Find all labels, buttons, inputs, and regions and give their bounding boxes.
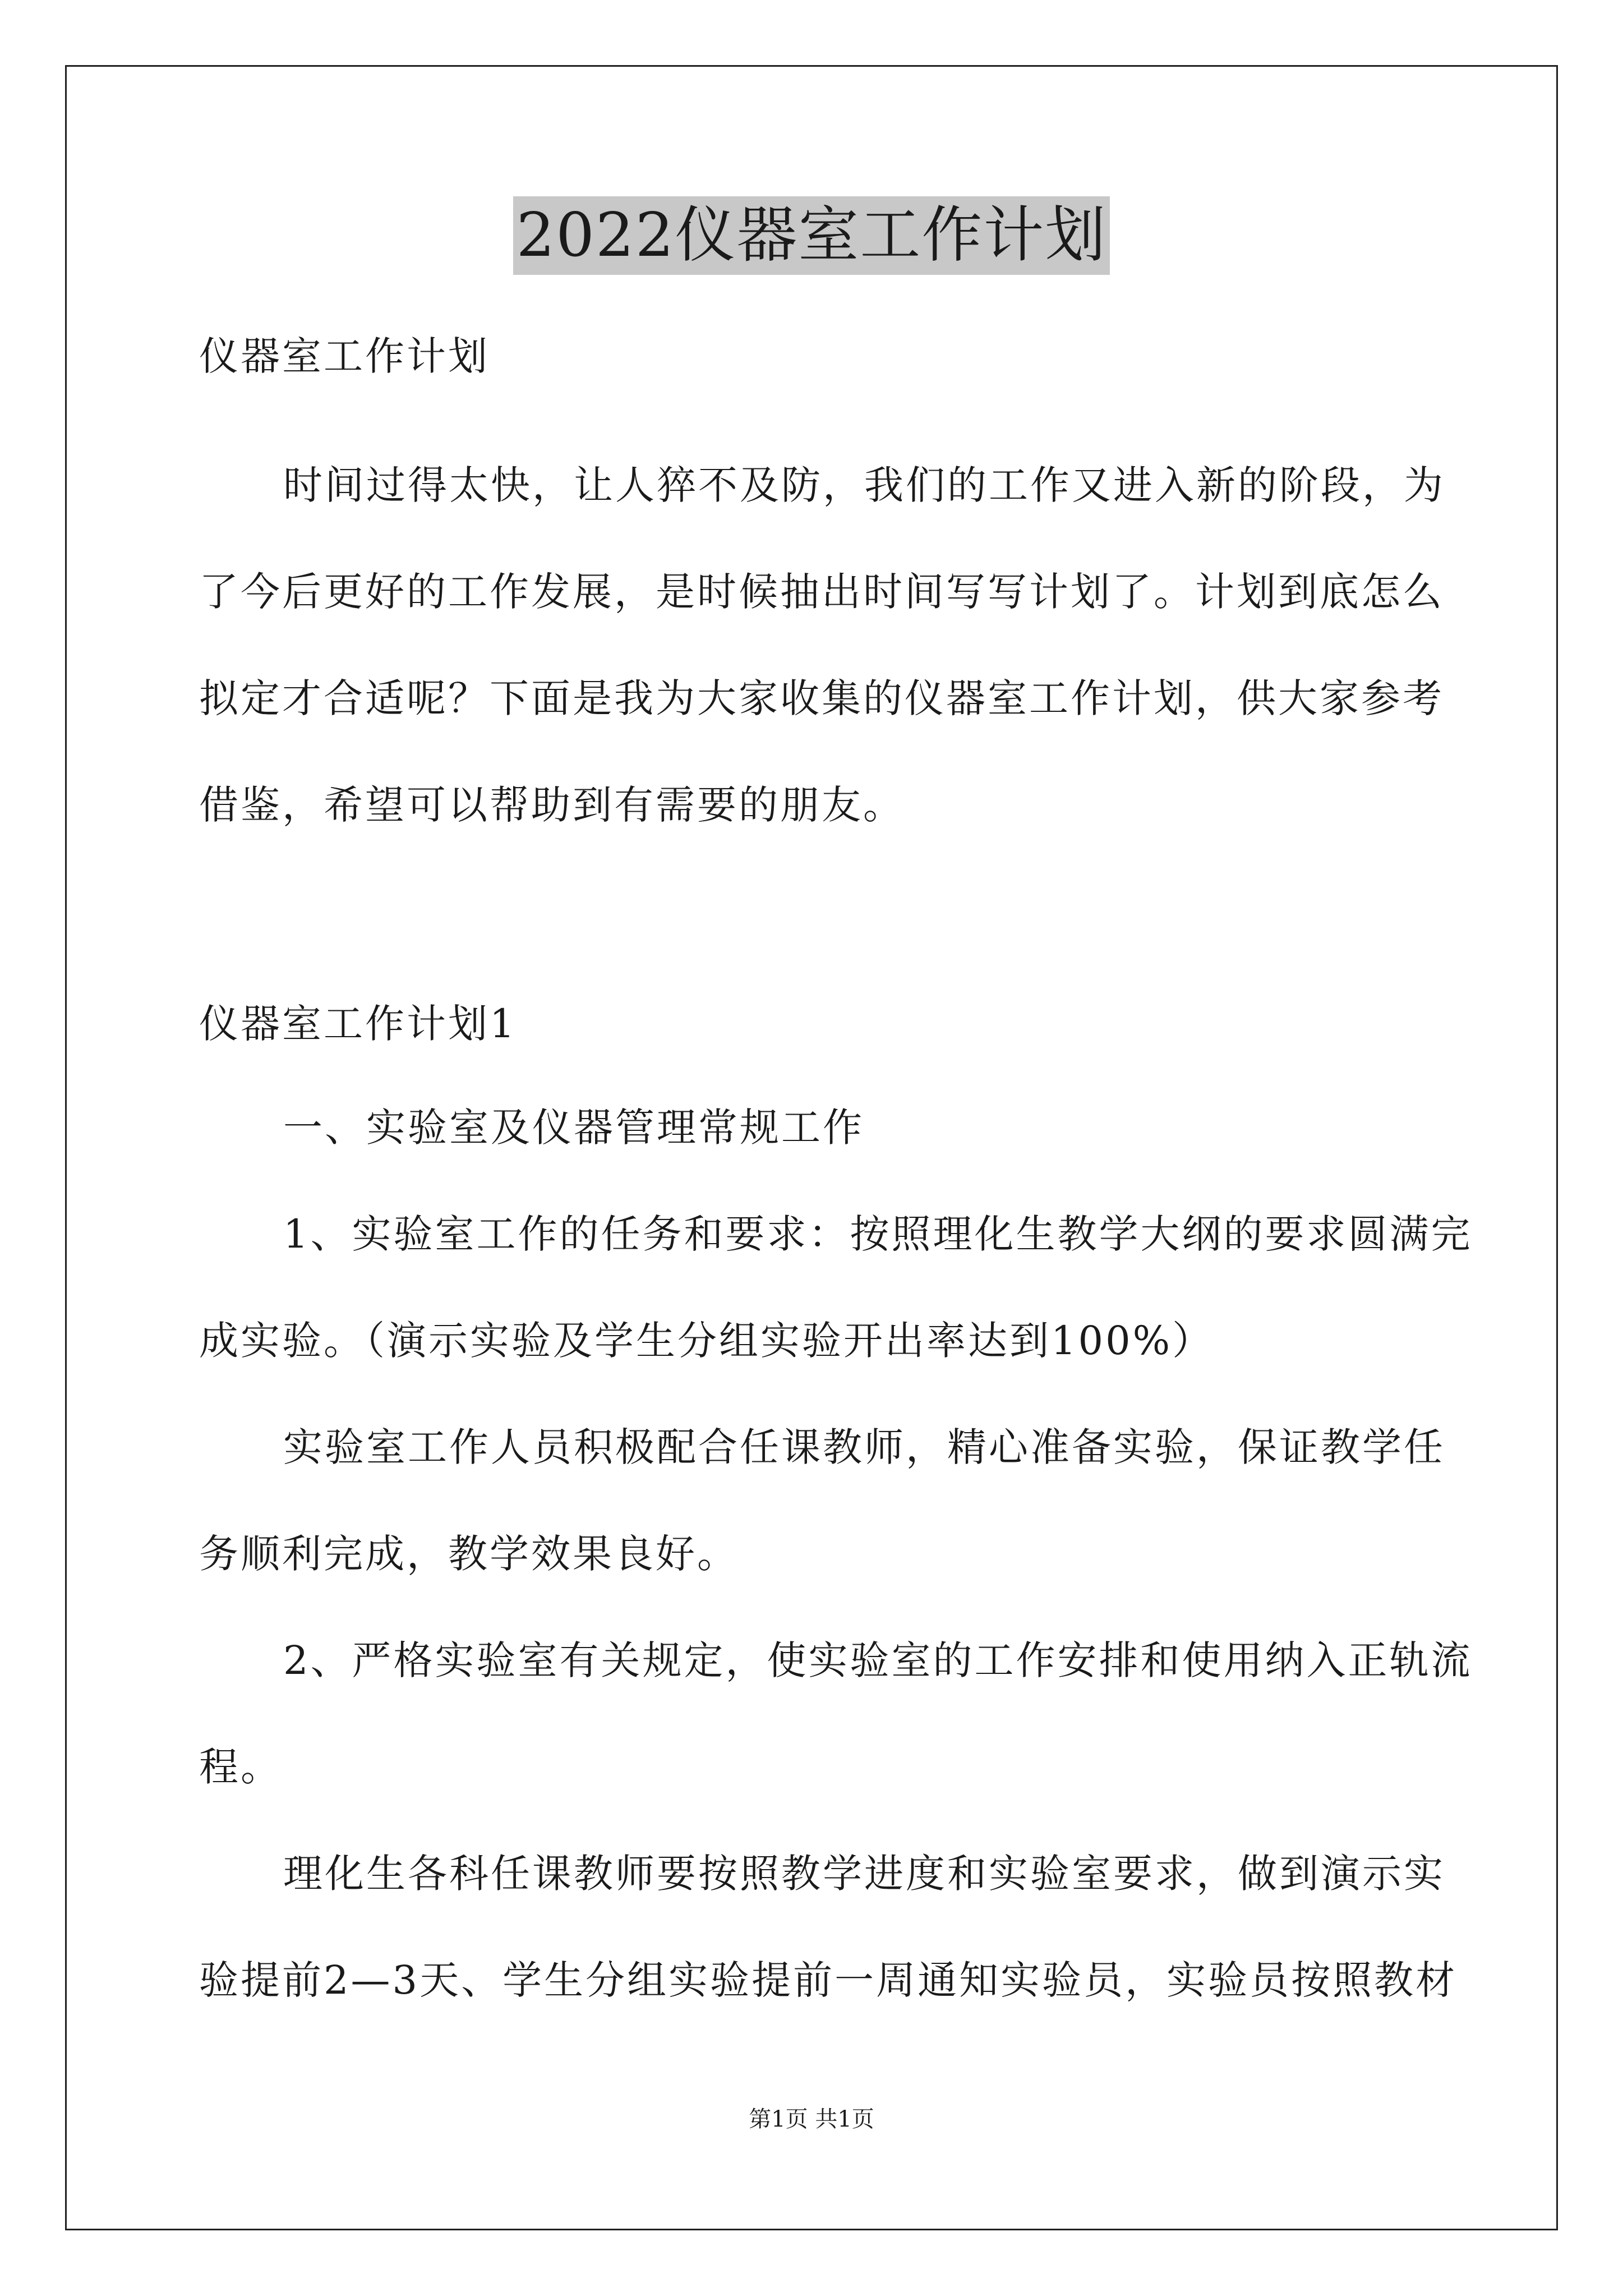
page-number-footer: 第1页 共1页 [749,2106,874,2132]
title-container [0,196,1623,275]
subheading: 一、实验室及仪器管理常规工作 [283,1105,864,1151]
paragraph-line: 拟定才合适呢？下面是我为大家收集的仪器室工作计划，供大家参考 [199,675,1444,721]
section-heading: 仪器室工作计划 [199,333,490,379]
paragraph-line: 了今后更好的工作发展，是时候抽出时间写写计划了。计划到底怎么 [199,569,1444,615]
paragraph-line: 实验室工作人员积极配合任课教师，精心准备实验，保证教学任 [283,1424,1445,1470]
paragraph-line: 理化生各科任课教师要按照教学进度和实验室要求，做到演示实 [283,1851,1445,1897]
paragraph-line: 成实验。（演示实验及学生分组实验开出率达到100%） [199,1318,1214,1364]
section-heading: 仪器室工作计划1 [199,1001,517,1047]
paragraph-line: 务顺利完成，教学效果良好。 [199,1531,739,1577]
paragraph-line: 1、实验室工作的任务和要求：按照理化生教学大纲的要求圆满完 [283,1211,1473,1257]
paragraph-line: 2、严格实验室有关规定，使实验室的工作安排和使用纳入正轨流 [283,1637,1473,1683]
document-title: 2022仪器室工作计划 [513,196,1110,275]
paragraph-line: 验提前2—3天、学生分组实验提前一周通知实验员，实验员按照教材 [199,1957,1458,2003]
paragraph-line: 时间过得太快，让人猝不及防，我们的工作又进入新的阶段，为 [283,462,1445,508]
paragraph-line: 借鉴，希望可以帮助到有需要的朋友。 [199,782,905,828]
paragraph-line: 程。 [199,1744,282,1790]
